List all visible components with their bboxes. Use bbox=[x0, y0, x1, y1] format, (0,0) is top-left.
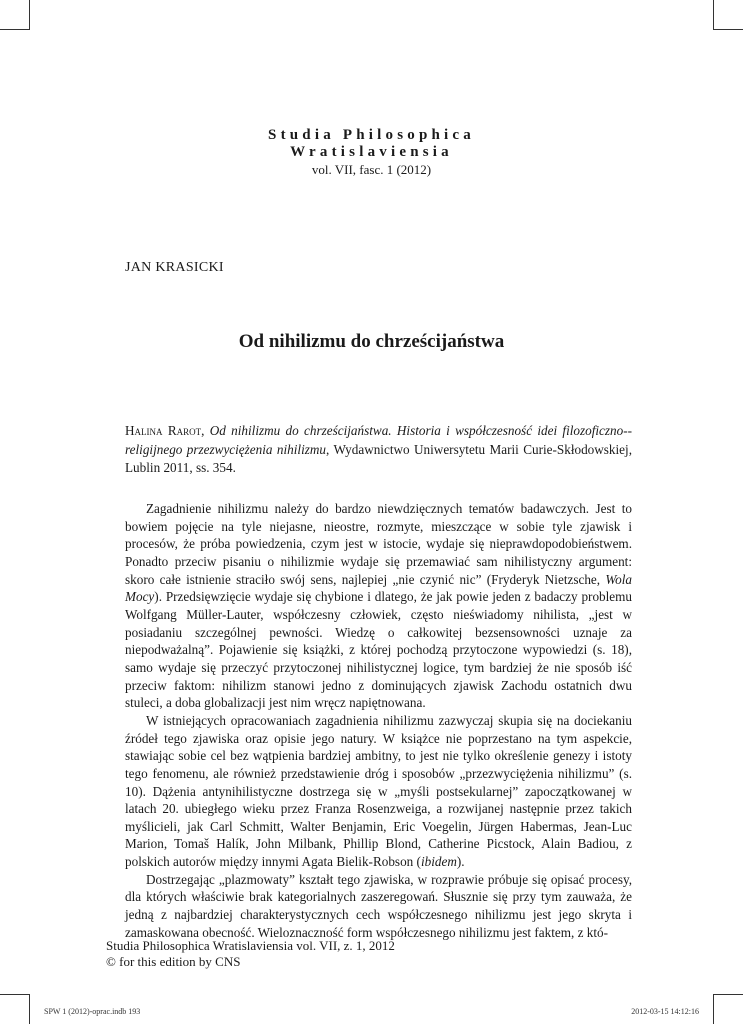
crop-mark bbox=[29, 994, 30, 1024]
paragraph-text: W istniejących opracowaniach zagadnienia nihilizmu zazwyczaj skupia się na dociekaniu źródeł tego zjawiska oraz opisie jego natury. W książce nie poprzestano na tym aspekcie, stawiając sobie cel bez wątpienia bardziej ambitny, to jest nie tylko określenie genezy i istoty tego fenomenu, ale również przedstawienie dróg i sposobów „przezwyciężenia nihilizmu” (s. 10). Dążenia antynihilistyczne dostrzega się w „myśli postsekularnej” zapoczątkowanej w latach 20. ubiegłego wieku przez Franza Rosenzweiga, a rozwijanej następnie przez takich myślicieli, jak Carl Schmitt, Walter Benjamin, Eric Voegelin, Jürgen Habermas, Jean-Luc Marion, Tomaš Halík, John Milbank, Phillip Blond, Catherine Picstock, Alain Badiou, z polskich autorów między innymi Agata Bielik-Robson ( bbox=[125, 712, 632, 870]
reviewed-book-title: Od nihilizmu do chrześcijaństwa. Historia i współczesność idei filozoficzno--religijnego przezwyciężenia nihilizmu bbox=[125, 423, 633, 457]
citation-separator: , bbox=[201, 423, 210, 438]
paragraph-text: ). bbox=[456, 854, 465, 870]
paragraph-text: Zagadnienie nihilizmu należy do bardzo niewdzięcznych tematów badawczych. Jest to bowiem pojęcie na tyle niejasne, nieostre, rozmyte, mieszczące w sobie tyle zjawisk i procesów, że próba powiedzenia, czym jest w istocie, wydaje się nieprawdopodobieństwem. Ponadto przeciw pisaniu o nihilizmie wydaje się przemawiać sam nihilistyczny argument: skoro całe istnienie straciło swój sens, najlepiej „nie czynić nic” (Fryderyk Nietzsche, bbox=[125, 501, 632, 587]
crop-mark bbox=[0, 994, 30, 995]
body-paragraph bbox=[125, 500, 632, 712]
copyright-footer bbox=[106, 938, 395, 970]
crop-mark bbox=[713, 994, 743, 995]
italic-reference: ibidem bbox=[420, 854, 457, 870]
journal-title-line-1: Studia Philosophica bbox=[268, 127, 475, 143]
article-title: Od nihilizmu do chrześcijaństwa bbox=[238, 331, 505, 352]
article-body bbox=[125, 500, 632, 941]
italic-title: Wola Mocy bbox=[125, 571, 632, 605]
publication-info: , Wydawnictwo Uniwersytetu Marii Curie-Skłodowskiej, Lublin 2011, ss. 354. bbox=[125, 441, 633, 475]
body-paragraph bbox=[125, 712, 632, 871]
reviewed-author: Halina Rarot bbox=[125, 423, 202, 438]
article-author: JAN KRASICKI bbox=[125, 260, 224, 275]
crop-mark bbox=[713, 29, 743, 30]
print-slug-timestamp: 2012-03-15 14:12:16 bbox=[631, 1007, 699, 1016]
crop-mark bbox=[29, 0, 30, 30]
journal-volume: vol. VII, fasc. 1 (2012) bbox=[311, 162, 432, 177]
journal-title-line-2: Wratislaviensia bbox=[290, 144, 453, 160]
reviewed-book-citation bbox=[125, 422, 632, 478]
crop-mark bbox=[0, 29, 30, 30]
paragraph-text: ). Przedsięwzięcie wydaje się chybione i dlatego, że jak powie jeden z badaczy problemu Wolfgang Müller-Lauter, współczesny człowiek, często nieświadomy nihilista, „jest w posiadaniu szczególnej pewności. Wiedzę o całkowitej bezsensowności uznaje za niepodważalną”. Pojawienie się książki, z której pochodzą przytoczone wypowiedzi (s. 18), samo wydaje się przeczyć przytoczonej nihilistycznej logice, tym bardziej że nie sposób iść przeciw faktom: nihilizm stanowi jedno z dominujących zjawisk Zachodu ostatnich dwu stuleci, a doba globalizacji jest nim wręcz napiętnowana. bbox=[125, 589, 632, 711]
journal-header bbox=[0, 127, 743, 178]
crop-mark bbox=[713, 0, 714, 30]
crop-mark bbox=[713, 994, 714, 1024]
footer-copyright-line: © for this edition by CNS bbox=[106, 954, 241, 969]
footer-journal-line: Studia Philosophica Wratislaviensia vol. VII, z. 1, 2012 bbox=[106, 938, 395, 953]
print-slug-file: SPW 1 (2012)-oprac.indb 193 bbox=[44, 1007, 141, 1016]
body-paragraph: Dostrzegając „plazmowaty” kształt tego zjawiska, w rozprawie próbuje się opisać procesy, dla których właściwie brak kategorialnych zaszeregowań. Słusznie się przy tym zauważa, że jedną z najbardziej charakterystycznych cech współczesnego nihilizmu jest jego skryta i zamaskowana obecność. Wieloznaczność form współczesnego nihilizmu jest faktem, z któ- bbox=[125, 871, 632, 940]
